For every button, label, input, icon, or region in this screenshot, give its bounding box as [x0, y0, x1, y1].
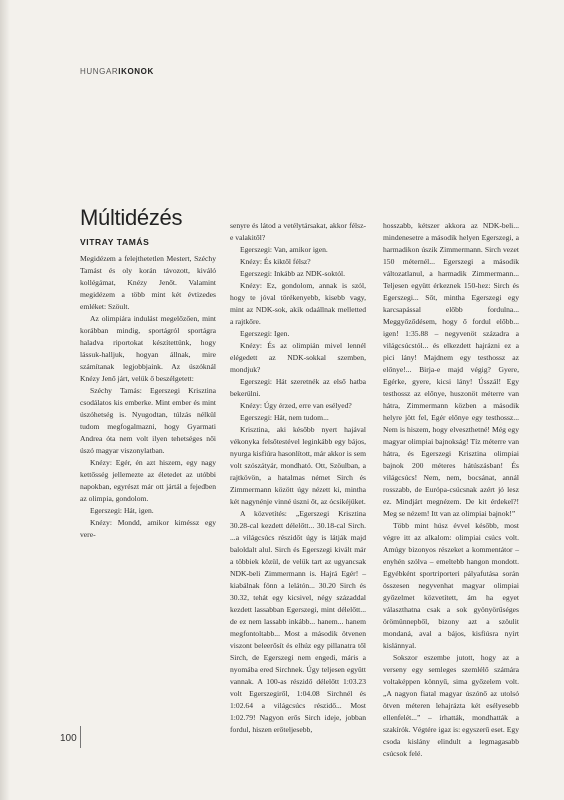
paragraph: Széchy Tamás: Egerszegi Krisztina csodálatos kis emberke. Mint ember és mint úszóhetség is. Nyugodtan, túlzás nélkül tudom megfogalmazni, hogy Gyarmati Andrea óta nem volt ilyen tehetséges női úszó magyar viszonylatban.	[80, 386, 216, 455]
paragraph: hosszabb, kétszer akkora az NDK-beli... mindenesetre a második helyen Egerszegi, a harmadikon úszik Zimmermann. Sirch vezet 150 méternél... Egerszegi a második változatlanul, a harmadik Zimmermann... Teljesen együtt érkeznek 150-hez: Sirch és Egerszegi... Sőt, mintha Egerszegi egy karcsapással előbb fordulna... Meggyőződésem, hogy ő fordul előbb... igen! 1:35.88 – negyvenöt századra a világcsúcstól... és elkezdett hajrázni ez a pici lány! Majdnem egy testhossz az előnye!... Birja-e majd végig? Gyere, Egérke, gyere, kicsi lány! Ússzál! Egy testhossz az előnye, huszonöt méterre van hátra, Zimmermann közben a második helyre jött fel, Egér előnye egy testhossz... Nem is hiszem, hogy elveszthetné! Még egy magyar olimpiai bajnokság! Tíz méterre van hátra, és Egerszegi Krisztina olimpiai bajnok 200 méteres hátúszásban! És világcsúcs! Nem, nem, bocsánat, annál rosszabb, de Európa-csúcsnak azért jó lesz ez. Mindjárt megnézem. De kit érdekel?! Meg se nézem! Itt van az olimpiai bajnok!”	[383, 221, 519, 518]
header-prefix: HUNGAR	[80, 67, 119, 76]
page-binding-edge	[0, 0, 10, 800]
footer-rule	[80, 726, 81, 748]
paragraph: Egerszegi: Inkább az NDK-soktól.	[240, 269, 346, 278]
header-section: IKONOK	[118, 67, 154, 76]
paragraph: Knézy: Ez, gondolom, annak is szól, hogy te jóval törékenyebb, kisebb vagy, mint az NDK-sok, akik odaállnak melletted a rajtkőre.	[230, 281, 366, 326]
paragraph: Egerszegi: Hát, igen.	[90, 506, 154, 515]
page-number: 100	[60, 733, 77, 744]
text-column-1	[80, 253, 216, 541]
paragraph: A közvetítés: „Egerszegi Krisztina 30.28-cal kezdett délelőtt... 30.18-cal Sirch. ...a világcsúcs részidőt úgy is látják majd baloldalt alul. Sirch és Egerszegi kivált már a többiek közül, de velük tart az ugyancsak NDK-beli Zimmermann is. Hajrá Egér! – kiabálnak fönn a lelátón... 30.20 Sirch és 30.32, tehát egy kicsivel, négy századdal kezdett lassabban Egerszegi, mint délelőtt... de ez nem lassabb inkább... hanem... hanem megfontoltabb... Most a második ötvenen viszont beleerősít és elhúz egy pillanatra től Sirch, de Egerszegi nem engedi, máris a nyomába ered Sirchnek. Úgy teljesen együtt vannak. A 100-as részidő délelőtt 1:03.23 volt Egerszegiről, 1:04.08 Sirchnél és 1:02.64 a világcsúcs részidő... Most 1:02.79! Nagyon erős Sirch ideje, jobban fordul, hiszen erőteljesebb,	[230, 509, 366, 734]
paragraph: senyre és látod a vetélytársakat, akkor félsz-e valakitől?	[230, 221, 366, 242]
text-column-2	[230, 220, 366, 736]
paragraph: Krisztina, aki később nyert hajával vékonyka felsőtestével leginkább egy bájos, nyurga kisfiúra hasonlított, már akkor is sem volt szószátyár, mondható. Ott, Szöulban, a rajtkövön, a hatalmas német Sirch és Zimmermann között úgy nézett ki, mintha két nagynénje vinné úszni őt, az ócsikéjüket.	[230, 425, 366, 506]
paragraph: Egerszegi: Igen.	[240, 329, 290, 338]
paragraph: Megidézem a felejthetetlen Mestert, Széchy Tamást és oly korán távozott, kiváló kollégámat, Knézy Jenőt. Valamint megidézem a több mint két évtizedes emléket: Szöult.	[80, 254, 216, 311]
paragraph: Knézy: Mondd, amikor kiméssz egy vere-	[80, 518, 216, 539]
paragraph: Knézy: Úgy érzed, erre van esélyed?	[240, 401, 352, 410]
paragraph: Az olimpiára indulást megelőzően, mint korábban mindig, sportágról sportágra haladva riportokat készítettünk, hogy lássuk-halljuk, hogyan állnak, mire számítanak legjobbjaink. Az úszóknál Knézy Jenő járt, velük ő beszélgetett:	[80, 314, 216, 383]
paragraph: Knézy: És kiktől félsz?	[240, 257, 311, 266]
paragraph: Sokszor eszembe jutott, hogy az a verseny egy semleges szemlélő számára voltaképpen könnyű, sima győzelem volt. „A nagyon fiatal magyar úszónő az utolsó ötven méteren lehajrázta két esélyesebb ellenfelét...” – írhatták, mondhatták a szakírók. Végtére igaz is: egyszerű eset. Egy csoda kislány elindult a legmagasabb csúcsok felé.	[383, 653, 519, 758]
paragraph: Több mint húsz évvel később, most végre itt az alkalom: olimpiai csúcs volt. Amúgy bizonyos részeket a kommentátor – enyhén szólva – emeltebb hangon mondott. Egyébként sportriporteri pályafutása során összesen negyvenhat magyar olimpiai győzelmet közvetített, ám ha egyet választhatna csak a sok gyönyörűséges örömünnepből, bizony azt a szöulit mondaná, aval a bájos, kisfiúsra nyírt kislánnyal.	[383, 521, 519, 650]
text-column-3	[383, 220, 519, 760]
paragraph: Egerszegi: Hát, nem tudom...	[240, 413, 329, 422]
paragraph: Egerszegi: Hát szeretnék az első hatba bekerülni.	[230, 377, 366, 398]
article-author: VITRAY TAMÁS	[80, 237, 150, 247]
paragraph: Egerszegi: Van, amikor igen.	[240, 245, 328, 254]
article-title: Múltidézés	[80, 205, 183, 230]
running-header	[80, 67, 154, 76]
paragraph: Knézy: Egér, én azt hiszem, egy nagy kettősség jellemezte az életedet az utóbbi napokban, egyrészt már ott jártál a fejedben az olimpia, gondolom.	[80, 458, 216, 503]
paragraph: Knézy: És az olimpián mivel lennél elégedett az NDK-sokkal szemben, mondjuk?	[230, 341, 366, 374]
